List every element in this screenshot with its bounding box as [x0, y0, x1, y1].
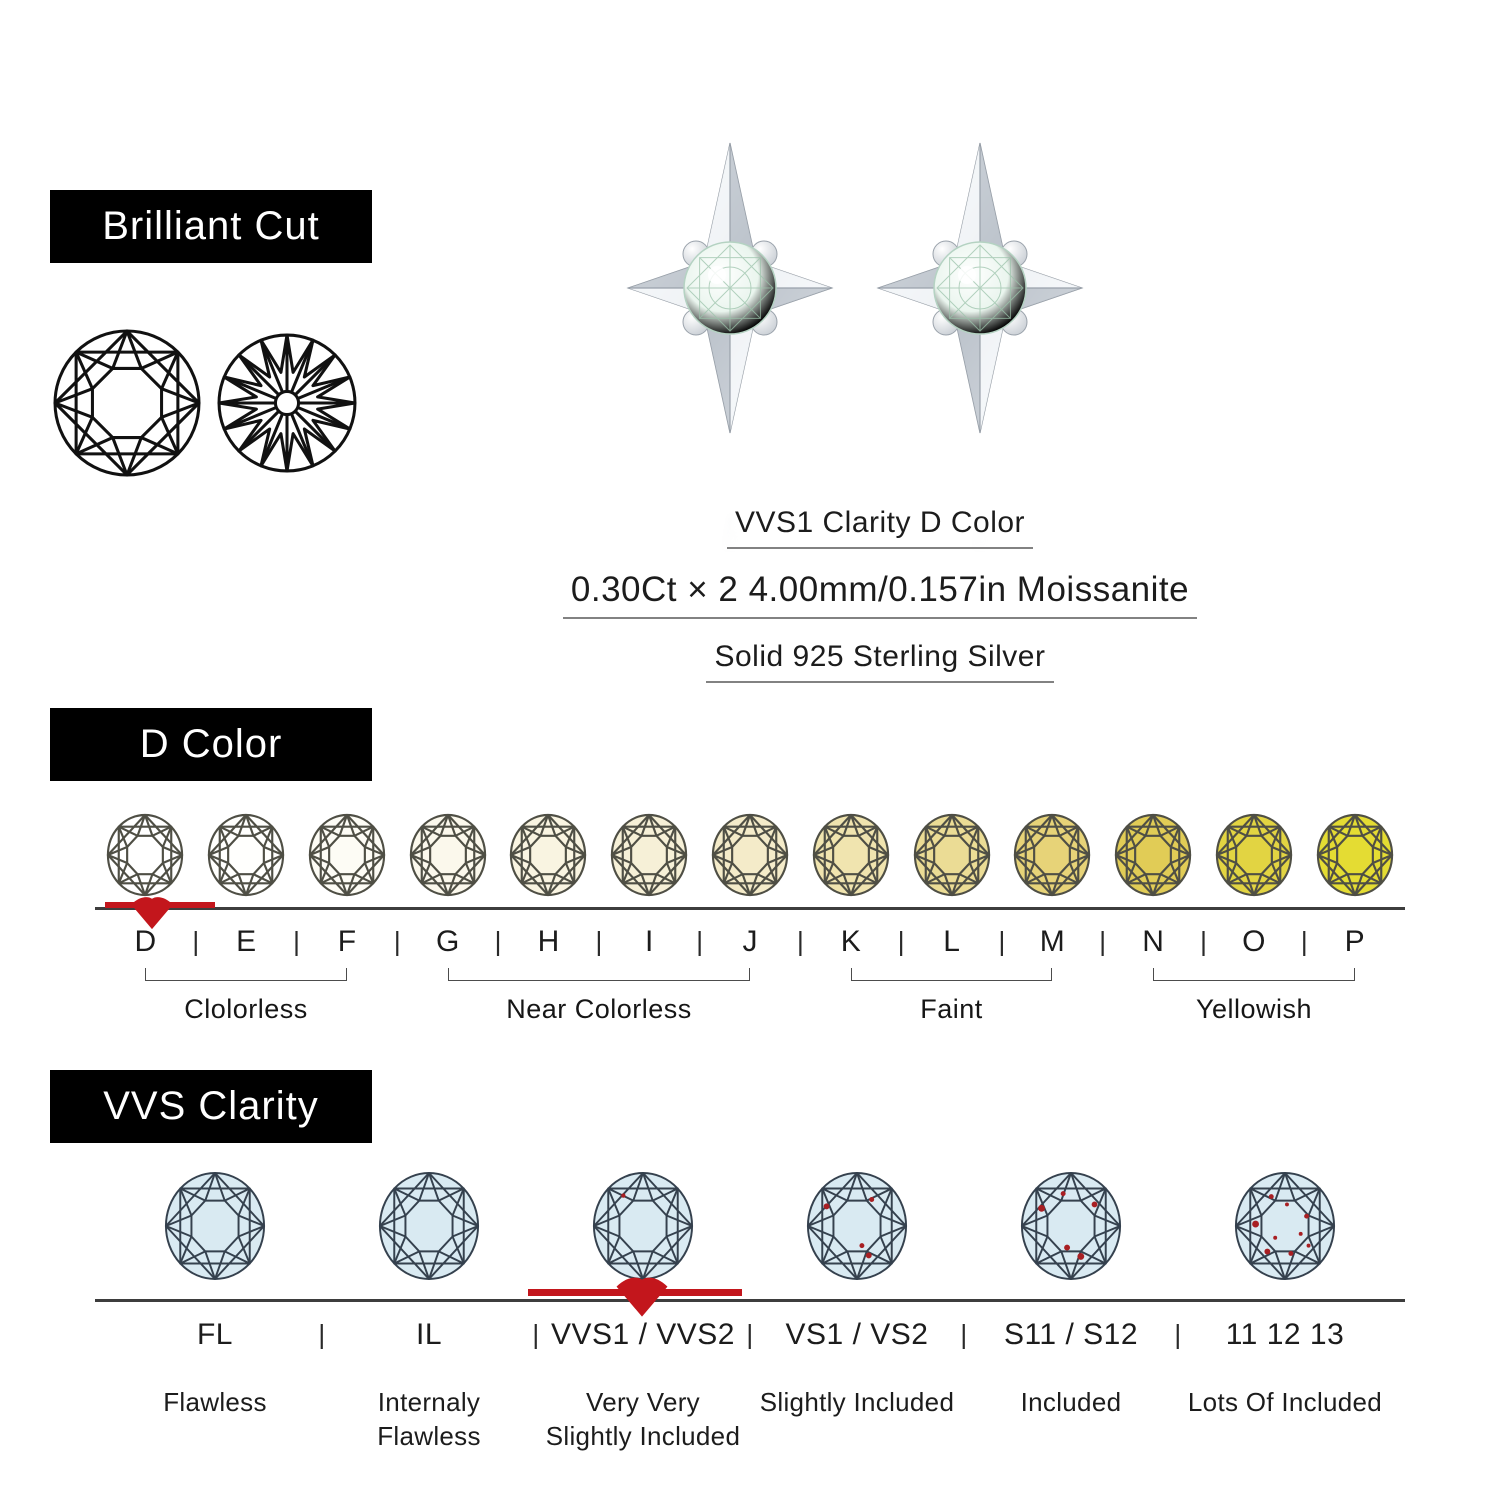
clarity-description-VVS1 / VVS2 [536, 1386, 750, 1454]
grade-separator: | [192, 926, 200, 957]
clarity-diamond-FL [108, 1170, 322, 1282]
clarity-description-11 12 13 [1178, 1386, 1392, 1454]
grade-letter-text: L [943, 925, 960, 958]
color-swatch-O [1203, 812, 1304, 898]
earrings-photo [600, 118, 1220, 538]
clarity-description-line: Very Very [586, 1387, 700, 1417]
grade-separator: | [1199, 926, 1207, 957]
spec-line-clarity-color: VVS1 Clarity D Color [727, 506, 1033, 549]
clarity-scale-line [95, 1299, 1405, 1302]
clarity-grade-text: FL [196, 1318, 233, 1351]
color-swatch-N [1103, 812, 1204, 898]
grade-separator: | [696, 926, 704, 957]
color-group-bracket-yellowish [1153, 968, 1355, 981]
color-group-bracket-faint [851, 968, 1052, 981]
clarity-grade-text: IL [415, 1318, 443, 1351]
spec-line-material: Solid 925 Sterling Silver [706, 640, 1053, 683]
clarity-grade-text: VVS1 / VVS2 [551, 1318, 735, 1351]
color-swatch-I [599, 812, 700, 898]
clarity-description-line: Slightly Included [545, 1420, 741, 1451]
color-swatch-L [901, 812, 1002, 898]
color-swatch-F [297, 812, 398, 898]
clarity-description-line: Slightly Included [759, 1387, 955, 1417]
grade-letter-text: E [236, 925, 257, 958]
color-group-bracket-colorless [145, 968, 347, 981]
brilliant-cut-title: Brilliant Cut [102, 204, 320, 248]
color-grade-letter-L [901, 922, 1006, 962]
grade-letter-text: G [436, 925, 460, 958]
color-grade-letter-O [1203, 922, 1308, 962]
crown-diagram-icon [52, 328, 202, 483]
color-swatch-K [800, 812, 901, 898]
clarity-description-VS1 / VS2 [750, 1386, 964, 1454]
clarity-separator: | [960, 1319, 968, 1350]
earring-right [860, 128, 1100, 478]
grade-separator: | [796, 926, 804, 957]
grade-letter-text: O [1242, 925, 1266, 958]
clarity-description-line: Flawless [163, 1387, 267, 1417]
pavilion-diagram-icon [216, 332, 358, 479]
color-grade-letter-P [1304, 922, 1405, 962]
clarity-description-line: Flawless [377, 1420, 481, 1451]
clarity-grade-text: S11 / S12 [1003, 1318, 1139, 1351]
clarity-grade-label-S11 / S12 [964, 1314, 1182, 1356]
spec-line-carat-size: 0.30Ct × 2 4.00mm/0.157in Moissanite [563, 570, 1197, 619]
grade-separator: | [293, 926, 301, 957]
clarity-diamond-11 12 13 [1178, 1170, 1392, 1282]
grade-letter-text: N [1142, 925, 1164, 958]
clarity-description-line: Lots Of Included [1187, 1387, 1383, 1417]
clarity-description-row [108, 1386, 1392, 1454]
color-swatch-M [1002, 812, 1103, 898]
vvs-clarity-label [50, 1070, 372, 1143]
clarity-separator: | [1174, 1319, 1182, 1350]
star-earring-image [860, 128, 1100, 483]
clarity-grade-scale [95, 1168, 1405, 1468]
color-grade-letter-I [599, 922, 704, 962]
color-grade-letter-G [397, 922, 502, 962]
grade-letter-text: D [134, 925, 157, 958]
color-grade-letter-N [1103, 922, 1207, 962]
clarity-grade-label-VS1 / VS2 [750, 1314, 968, 1356]
clarity-description-IL [322, 1386, 536, 1454]
color-grade-letter-E [196, 922, 301, 962]
grade-letter-text: M [1039, 925, 1065, 958]
color-grade-letter-H [498, 922, 603, 962]
clarity-grade-label-VVS1 / VVS2 [536, 1314, 754, 1356]
grade-letter-text: J [742, 925, 758, 958]
grade-separator: | [595, 926, 603, 957]
color-group-label-near-colorless: Near Colorless [506, 994, 692, 1024]
color-grade-letter-J [700, 922, 804, 962]
grade-letter-text: P [1344, 925, 1365, 958]
color-swatch-J [700, 812, 801, 898]
grade-separator: | [494, 926, 502, 957]
color-grade-scale [95, 808, 1405, 1048]
grade-separator: | [393, 926, 401, 957]
color-group-bracket-near-colorless [448, 968, 750, 981]
clarity-grade-label-11 12 13 [1178, 1314, 1392, 1356]
clarity-description-line: Internaly [377, 1387, 481, 1417]
grade-separator: | [1099, 926, 1107, 957]
earring-left [610, 128, 850, 478]
color-group-label-colorless: Clolorless [184, 994, 308, 1024]
color-grade-letter-F [297, 922, 401, 962]
clarity-diamond-VS1 / VS2 [750, 1170, 964, 1282]
star-earring-image [610, 128, 850, 483]
grade-letter-text: I [645, 925, 654, 958]
color-diamond-row [95, 812, 1405, 898]
brilliant-cut-label [50, 190, 372, 263]
clarity-description-line: Included [1020, 1387, 1122, 1417]
clarity-grade-text: VS1 / VS2 [785, 1318, 929, 1351]
d-color-title: D Color [139, 722, 283, 766]
grade-letter-text: H [537, 925, 560, 958]
clarity-description-S11 / S12 [964, 1386, 1178, 1454]
color-swatch-G [397, 812, 498, 898]
clarity-grade-label-IL [322, 1314, 540, 1356]
color-grade-letter-D [95, 922, 200, 962]
grade-separator: | [998, 926, 1006, 957]
color-swatch-E [196, 812, 297, 898]
color-swatch-P [1304, 812, 1405, 898]
clarity-diamond-row [108, 1170, 1392, 1282]
color-group-label-yellowish: Yellowish [1195, 994, 1313, 1024]
grade-separator: | [897, 926, 905, 957]
grade-letter-text: K [840, 925, 861, 958]
grade-letter-text: F [337, 925, 357, 958]
color-swatch-D [95, 812, 196, 898]
product-specs [380, 506, 1380, 704]
cut-diagrams [52, 328, 382, 483]
color-grade-letter-M [1002, 922, 1107, 962]
clarity-separator: | [746, 1319, 754, 1350]
color-grade-letter-K [800, 922, 905, 962]
color-scale-line [95, 907, 1405, 910]
d-color-label [50, 708, 372, 781]
color-swatch-H [498, 812, 599, 898]
clarity-diamond-S11 / S12 [964, 1170, 1178, 1282]
color-group-label-faint: Faint [920, 994, 983, 1024]
clarity-diamond-VVS1 / VVS2 [536, 1170, 750, 1282]
clarity-separator: | [318, 1319, 326, 1350]
clarity-grade-text: 11 12 13 [1225, 1318, 1345, 1351]
clarity-separator: | [532, 1319, 540, 1350]
clarity-grade-label-FL [108, 1314, 326, 1356]
color-grade-letter-row [95, 922, 1405, 962]
clarity-label-row [108, 1314, 1392, 1356]
grade-separator: | [1300, 926, 1308, 957]
clarity-diamond-IL [322, 1170, 536, 1282]
clarity-description-FL [108, 1386, 322, 1454]
vvs-clarity-title: VVS Clarity [103, 1084, 319, 1128]
